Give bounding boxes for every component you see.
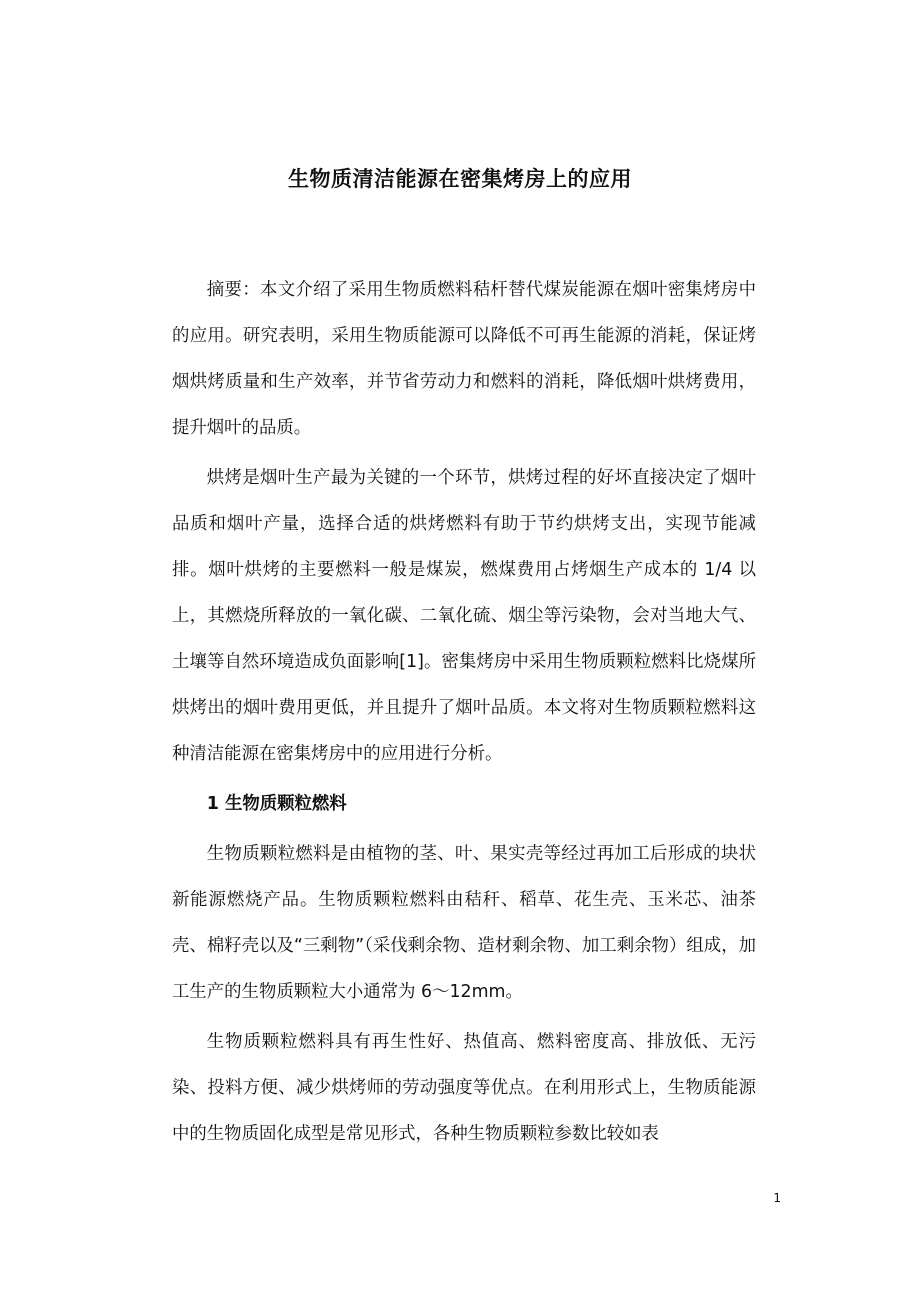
- section-heading: 1 生物质颗粒燃料: [206, 794, 347, 814]
- abstract-paragraph: 摘要：本文介绍了采用生物质燃料秸杆替代煤炭能源在烟叶密集烤房中的应用。研究表明，采用生物质能源可以降低不可再生能源的消耗，保证烤烟烘烤质量和生产效率，并节省劳动力和燃料的消耗，降低烟叶烘烤费用，提升烟叶的品质。: [172, 280, 756, 438]
- document-body: [172, 267, 756, 1161]
- page-number: 1: [773, 1191, 781, 1205]
- section-paragraph-definition: 生物质颗粒燃料是由植物的茎、叶、果实壳等经过再加工后形成的块状新能源燃烧产品。生物质颗粒燃料由秸秆、稻草、花生壳、玉米芯、油茶壳、棉籽壳以及“三剩物”（采伐剩余物、造材剩余物、加工剩余物）组成，加工生产的生物质颗粒大小通常为 6～12mm。: [172, 844, 756, 1002]
- section-paragraph-advantages: 生物质颗粒燃料具有再生性好、热值高、燃料密度高、排放低、无污染、投料方便、减少烘烤师的劳动强度等优点。在利用形式上，生物质能源中的生物质固化成型是常见形式，各种生物质颗粒参数比较如表: [172, 1032, 756, 1144]
- intro-paragraph: 烘烤是烟叶生产最为关键的一个环节，烘烤过程的好坏直接决定了烟叶品质和烟叶产量，选择合适的烘烤燃料有助于节约烘烤支出，实现节能减排。烟叶烘烤的主要燃料一般是煤炭，燃煤费用占烤烟生产成本的 1/4 以上，其燃烧所释放的一氧化碳、二氧化硫、烟尘等污染物，会对当地大气、土壤等自然环境造成负面影响[1]。密集烤房中采用生物质颗粒燃料比烧煤所烘烤出的烟叶费用更低，并且提升了烟叶品质。本文将对生物质颗粒燃料这种清洁能源在密集烤房中的应用进行分析。: [172, 468, 756, 764]
- document-title: 生物质清洁能源在密集烤房上的应用: [288, 167, 632, 191]
